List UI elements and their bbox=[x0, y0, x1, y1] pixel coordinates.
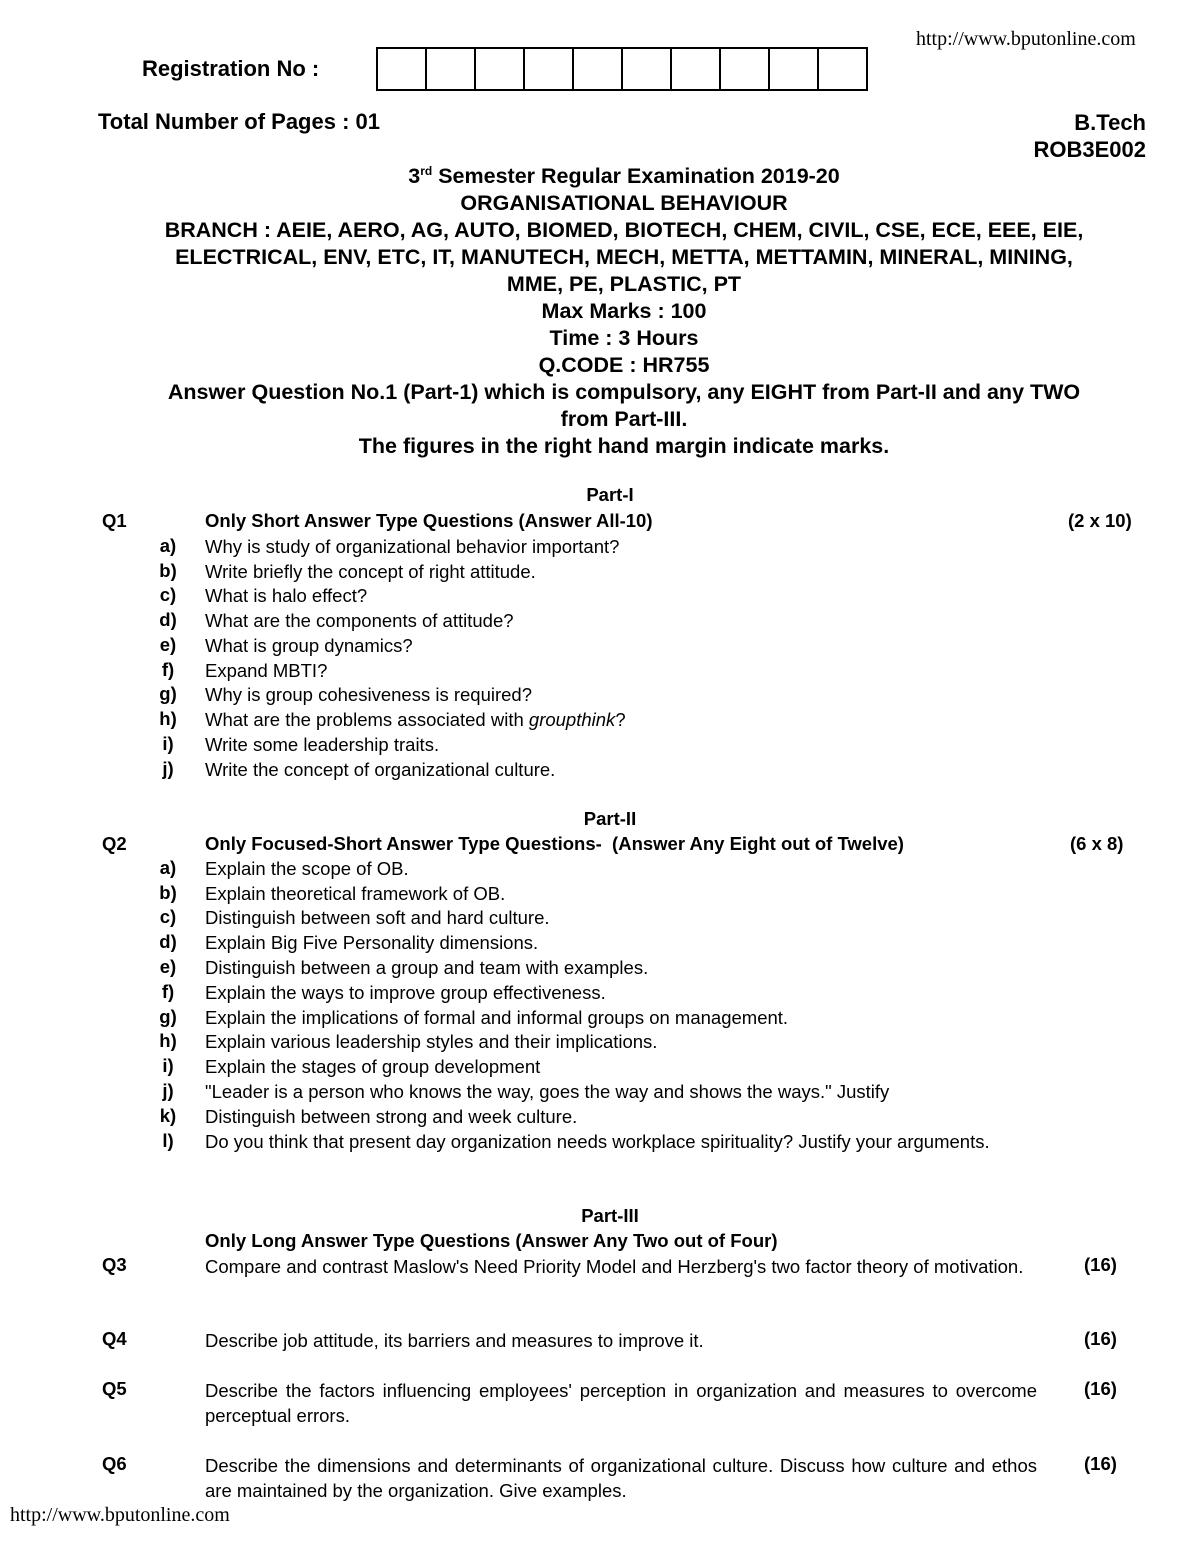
branch-line-3: MME, PE, PLASTIC, PT bbox=[506, 272, 742, 296]
sub-question-label: b) bbox=[159, 560, 177, 581]
sub-question-label: g) bbox=[159, 1006, 177, 1027]
sub-question-label: f) bbox=[161, 659, 175, 680]
long-question-text: Compare and contrast Maslow's Need Priority Model and Herzberg's two factor theory of motivation. bbox=[205, 1256, 1024, 1277]
registration-box bbox=[819, 49, 866, 89]
part-2-heading: Only Focused-Short Answer Type Questions- (Answer Any Eight out of Twelve) bbox=[205, 833, 904, 854]
part-1-heading: Only Short Answer Type Questions (Answer All-10) bbox=[205, 510, 653, 531]
question-marks: (16) bbox=[1084, 1254, 1117, 1275]
part-3-heading: Only Long Answer Type Questions (Answer Any Two out of Four) bbox=[205, 1230, 778, 1251]
sub-question-label: k) bbox=[159, 1105, 177, 1126]
sub-question-text: Explain the scope of OB. bbox=[205, 858, 409, 879]
sub-question-label: e) bbox=[159, 634, 177, 655]
sub-question-label: h) bbox=[159, 1030, 177, 1051]
sub-question-label: h) bbox=[159, 708, 177, 729]
instruction-line-1: Answer Question No.1 (Part-1) which is compulsory, any EIGHT from Part-II and any TWO bbox=[167, 380, 1081, 404]
part-1-title: Part-I bbox=[586, 484, 634, 505]
subject-code: ROB3E002 bbox=[1033, 137, 1146, 162]
website-url-bottom: http://www.bputonline.com bbox=[10, 1504, 230, 1526]
sub-question-text: Explain the implications of formal and informal groups on management. bbox=[205, 1007, 789, 1028]
question-marks: (16) bbox=[1084, 1453, 1117, 1474]
sub-question-label: e) bbox=[159, 956, 177, 977]
registration-label: Registration No : bbox=[142, 56, 320, 81]
registration-box bbox=[770, 49, 819, 89]
sub-question-text: Expand MBTI? bbox=[205, 660, 328, 681]
sub-question-text: Explain various leadership styles and their implications. bbox=[205, 1031, 658, 1052]
branch-line-2: ELECTRICAL, ENV, ETC, IT, MANUTECH, MECH, METTA, METTAMIN, MINERAL, MINING, bbox=[175, 245, 1073, 269]
sub-question-text: Write some leadership traits. bbox=[205, 734, 440, 755]
part-2-title: Part-II bbox=[583, 808, 637, 829]
figures-note: The figures in the right hand margin indicate marks. bbox=[358, 434, 890, 458]
sub-question-label: d) bbox=[159, 931, 177, 952]
degree: B.Tech bbox=[1074, 110, 1146, 135]
sub-question-label: i) bbox=[162, 1055, 174, 1076]
registration-box bbox=[525, 49, 574, 89]
sub-question-label: i) bbox=[162, 733, 174, 754]
max-marks: Max Marks : 100 bbox=[541, 299, 707, 323]
sub-question-text: What are the problems associated with groupthink? bbox=[205, 709, 626, 730]
question-number: Q4 bbox=[102, 1328, 127, 1349]
registration-box bbox=[672, 49, 721, 89]
branch-line-1: BRANCH : AEIE, AERO, AG, AUTO, BIOMED, BIOTECH, CHEM, CIVIL, CSE, ECE, EEE, EIE, bbox=[164, 218, 1084, 242]
part-1-marks: (2 x 10) bbox=[1068, 510, 1132, 531]
sub-question-text: Explain Big Five Personality dimensions. bbox=[205, 932, 539, 953]
sub-question-label: j) bbox=[162, 1080, 174, 1101]
sub-question-text: Write the concept of organizational culture. bbox=[205, 759, 556, 780]
sub-question-text: Explain the stages of group development bbox=[205, 1056, 541, 1077]
sub-question-text: Do you think that present day organization needs workplace spirituality? Justify your arguments. bbox=[205, 1131, 990, 1152]
sub-question-text: Explain the ways to improve group effectiveness. bbox=[205, 982, 606, 1003]
sub-question-label: c) bbox=[159, 584, 177, 605]
sub-question-label: f) bbox=[161, 981, 175, 1002]
sub-question-text: What is group dynamics? bbox=[205, 635, 413, 656]
sub-question-label: l) bbox=[162, 1130, 174, 1151]
sub-question-text: Distinguish between a group and team with examples. bbox=[205, 957, 649, 978]
question-marks: (16) bbox=[1084, 1328, 1117, 1349]
sub-question-text: Distinguish between soft and hard culture. bbox=[205, 907, 550, 928]
sub-question-text: What are the components of attitude? bbox=[205, 610, 514, 631]
part-2-marks: (6 x 8) bbox=[1070, 833, 1124, 854]
question-number: Q3 bbox=[102, 1254, 127, 1275]
question-number: Q1 bbox=[102, 510, 127, 531]
sub-question-label: c) bbox=[159, 906, 177, 927]
registration-box bbox=[574, 49, 623, 89]
sub-question-text: Distinguish between strong and week culture. bbox=[205, 1106, 578, 1127]
registration-number-boxes bbox=[376, 47, 868, 91]
question-marks: (16) bbox=[1084, 1378, 1117, 1399]
sub-question-text: Why is group cohesiveness is required? bbox=[205, 684, 532, 705]
question-number: Q5 bbox=[102, 1378, 127, 1399]
instruction-line-2: from Part-III. bbox=[560, 407, 688, 431]
registration-box bbox=[378, 49, 427, 89]
registration-box bbox=[623, 49, 672, 89]
sub-question-text: Write briefly the concept of right attitude. bbox=[205, 561, 536, 582]
registration-box bbox=[427, 49, 476, 89]
subject-title: ORGANISATIONAL BEHAVIOUR bbox=[460, 191, 788, 215]
question-code: Q.CODE : HR755 bbox=[538, 353, 710, 377]
sub-question-text: Explain theoretical framework of OB. bbox=[205, 883, 506, 904]
long-question-text: Describe the factors influencing employees' perception in organization and measures to overcome perceptual errors. bbox=[205, 1380, 1037, 1426]
exam-title-block bbox=[100, 163, 1148, 460]
question-number: Q6 bbox=[102, 1453, 127, 1474]
semester-line: 3rd Semester Regular Examination 2019-20 bbox=[408, 163, 840, 188]
sub-question-text: What is halo effect? bbox=[205, 585, 368, 606]
sub-question-label: a) bbox=[159, 857, 177, 878]
sub-question-label: b) bbox=[159, 882, 177, 903]
website-url-top: http://www.bputonline.com bbox=[916, 28, 1136, 50]
sub-question-text: "Leader is a person who knows the way, goes the way and shows the ways." Justify bbox=[205, 1081, 890, 1102]
question-number: Q2 bbox=[102, 833, 127, 854]
long-question-text: Describe job attitude, its barriers and measures to improve it. bbox=[205, 1330, 704, 1351]
time-allowed: Time : 3 Hours bbox=[549, 326, 699, 350]
sub-question-label: a) bbox=[159, 535, 177, 556]
registration-box bbox=[476, 49, 525, 89]
part-3-title: Part-III bbox=[581, 1205, 639, 1226]
degree-and-code bbox=[1033, 109, 1146, 163]
total-pages: Total Number of Pages : 01 bbox=[98, 109, 380, 134]
sub-question-label: g) bbox=[159, 683, 177, 704]
sub-question-label: j) bbox=[162, 758, 174, 779]
registration-box bbox=[721, 49, 770, 89]
sub-question-text: Why is study of organizational behavior important? bbox=[205, 536, 620, 557]
sub-question-label: d) bbox=[159, 609, 177, 630]
long-question-text: Describe the dimensions and determinants of organizational culture. Discuss how culture and ethos are maintained by the organization. Give examples. bbox=[205, 1455, 1037, 1501]
